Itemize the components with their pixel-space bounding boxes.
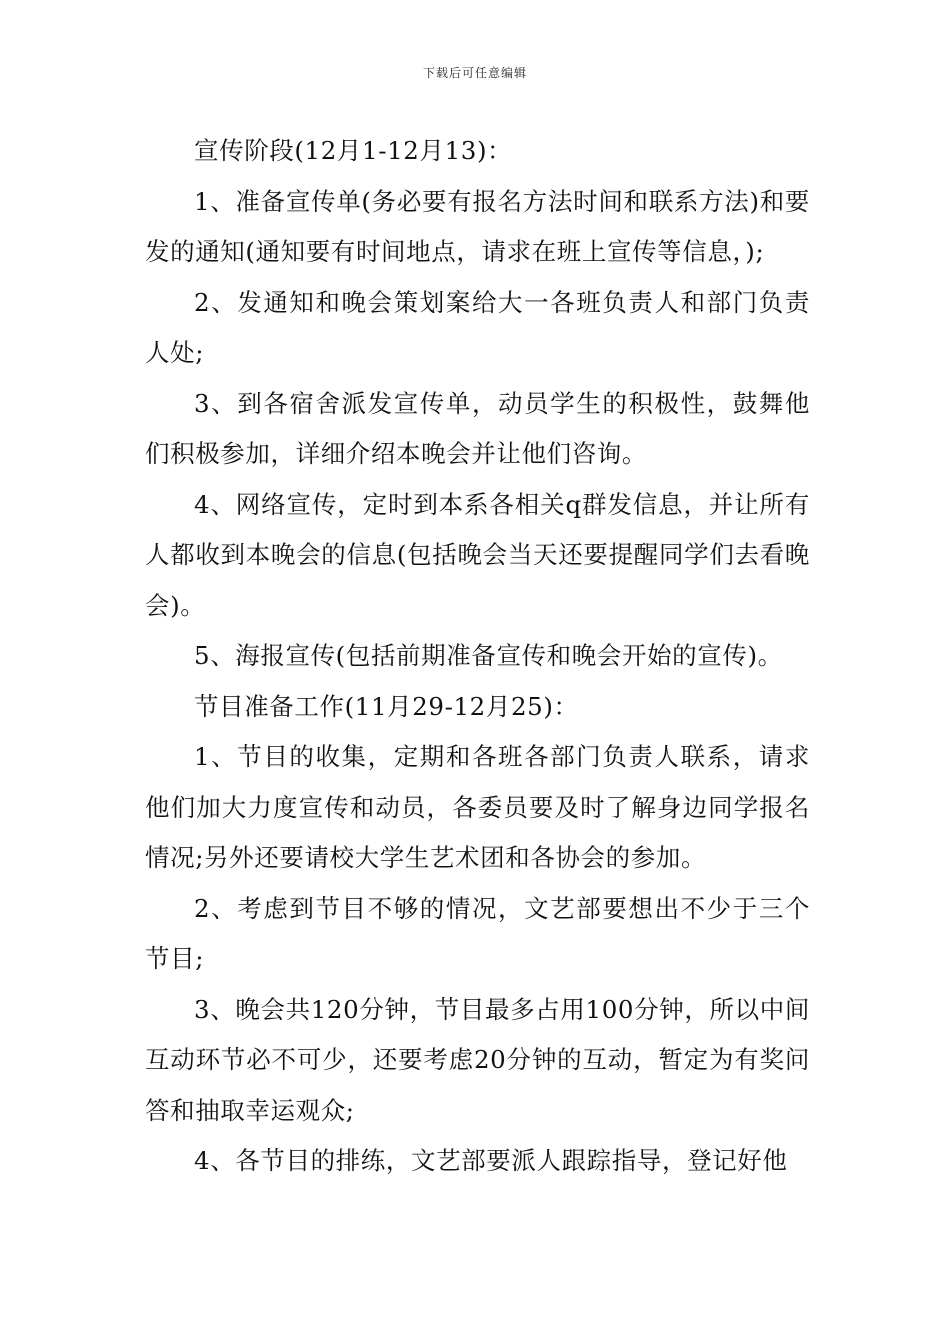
page-header-note: 下载后可任意编辑 (422, 66, 527, 80)
paragraph-program-1: 1、节目的收集，定期和各班各部门负责人联系，请求他们加大力度宣传和动员，各委员要及时了解身边同学报名情况;另外还要请校大学生艺术团和各协会的参加。 (145, 742, 810, 872)
paragraph-program-4: 4、各节目的排练，文艺部要派人跟踪指导，登记好他 (194, 1146, 788, 1175)
paragraph-publicity-4: 4、网络宣传，定时到本系各相关q群发信息，并让所有人都收到本晚会的信息(包括晚会当天还要提醒同学们去看晚会)。 (145, 489, 810, 620)
paragraph-publicity-1: 1、准备宣传单(务必要有报名方法时间和联系方法)和要发的通知(通知要有时间地点，请求在班上宣传等信息，); (145, 186, 810, 266)
section-heading-program-prep: 节目准备工作(11月29-12月25)： (194, 691, 579, 721)
paragraph-program-2: 2、考虑到节目不够的情况，文艺部要想出不少于三个节目; (145, 893, 810, 973)
document-body (145, 126, 810, 1187)
section-heading-publicity: 宣传阶段(12月1-12月13)： (194, 136, 513, 165)
paragraph-publicity-2: 2、发通知和晚会策划案给大一各班负责人和部门负责人处; (145, 287, 810, 367)
paragraph-publicity-5: 5、海报宣传(包括前期准备宣传和晚会开始的宣传)。 (194, 641, 783, 670)
paragraph-publicity-3: 3、到各宿舍派发宣传单，动员学生的积极性，鼓舞他们积极参加，详细介绍本晚会并让他们咨询。 (145, 388, 810, 468)
paragraph-program-3: 3、晚会共120分钟，节目最多占用100分钟，所以中间互动环节必不可少，还要考虑20分钟的互动，暂定为有奖问答和抽取幸运观众; (145, 994, 810, 1125)
